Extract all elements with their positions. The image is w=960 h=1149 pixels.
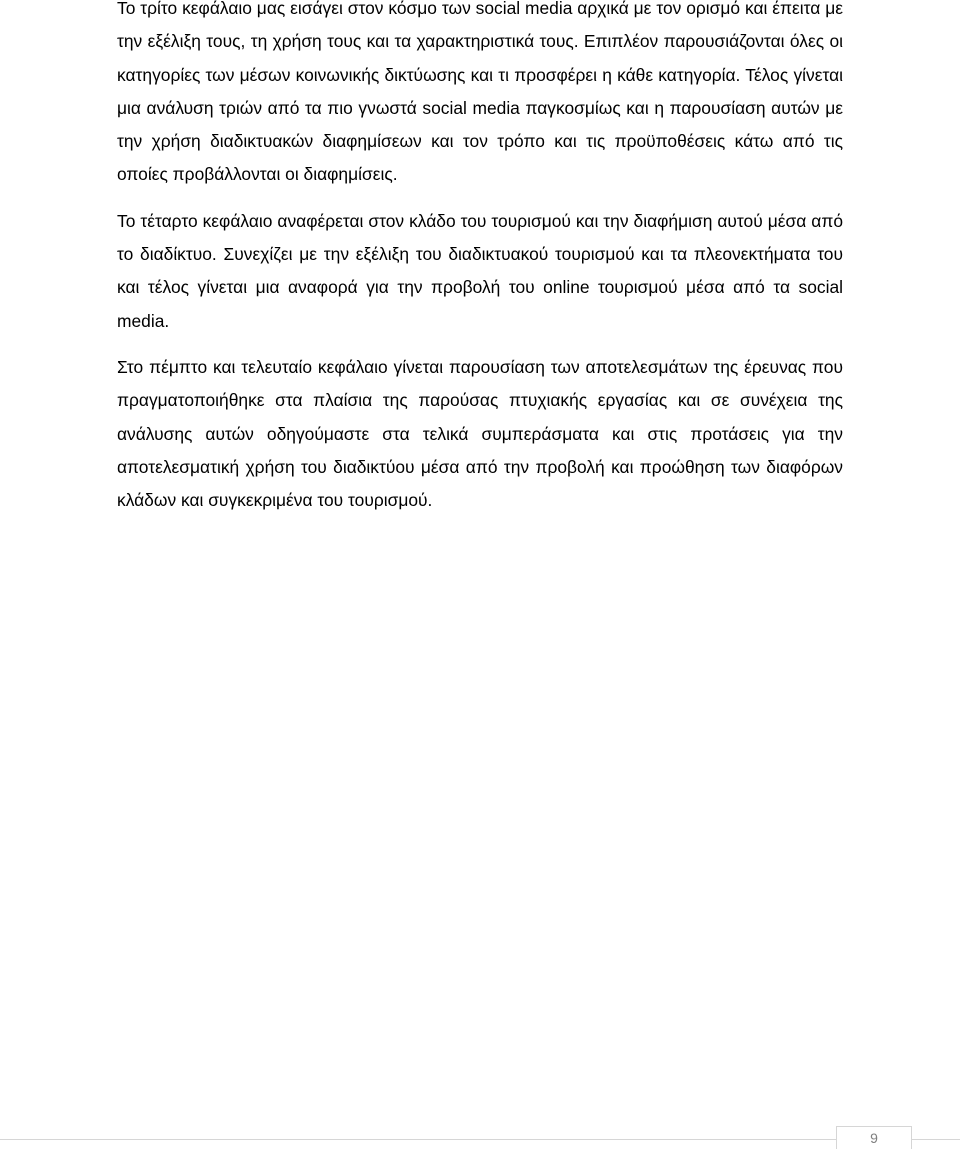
paragraph-chapter-three: Το τρίτο κεφάλαιο μας εισάγει στον κόσμο των social media αρχικά με τον ορισμό και έπειτα με την εξέλιξη τους, τη χρήση τους και τα χαρακτηριστικά τους. Επιπλέον παρουσιάζονται όλες οι κατηγορίες των μέσων κοινωνικής δικτύωσης και τι προσφέρει η κάθε κατηγορία. Τέλος γίνεται μια ανάλυση τριών από τα πιο γνωστά social media παγκοσμίως και η παρουσίαση αυτών με την χρήση διαδικτυακών διαφημίσεων και τον τρόπο και τις προϋποθέσεις κάτω από τις οποίες προβάλλονται οι διαφημίσεις. <box>117 0 843 185</box>
footer-divider <box>0 1139 960 1140</box>
paragraph-chapter-five: Στο πέμπτο και τελευταίο κεφάλαιο γίνεται παρουσίαση των αποτελεσμάτων της έρευνας που πραγματοποιήθηκε στα πλαίσια της παρούσας πτυχιακής εργασίας και σε συνέχεια της ανάλυσης αυτών οδηγούμαστε στα τελικά συμπεράσματα και στις προτάσεις για την αποτελεσματική χρήση του διαδικτύου μέσα από την προβολή και προώθηση των διαφόρων κλάδων και συγκεκριμένα του τουρισμού. <box>117 356 843 511</box>
page-number: 9 <box>870 1130 878 1146</box>
paragraph-chapter-four: Το τέταρτο κεφάλαιο αναφέρεται στον κλάδο του τουρισμού και την διαφήμιση αυτού μέσα από το διαδίκτυο. Συνεχίζει με την εξέλιξη του διαδικτυακού τουρισμού και τα πλεονεκτήματα του και τέλος γίνεται μια αναφορά για την προβολή του online τουρισμού μέσα από τα social media. <box>117 210 843 331</box>
document-body <box>117 0 843 530</box>
